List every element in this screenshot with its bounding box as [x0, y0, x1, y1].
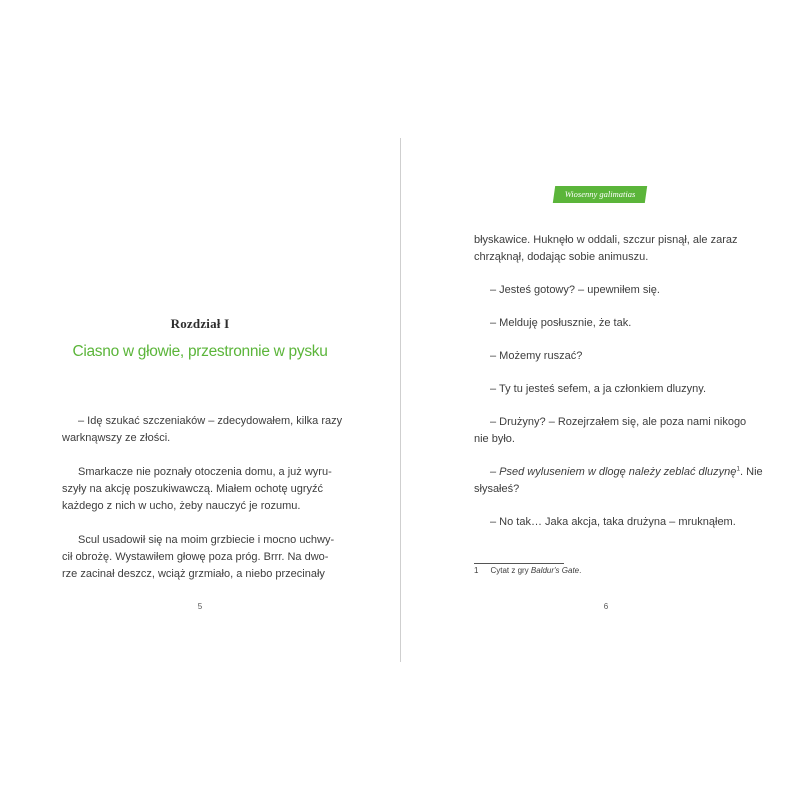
chapter-title: Ciasno w głowie, przestronnie w pysku	[72, 343, 328, 360]
text-line: Scul usadowił się na moim grzbiecie i mocno uchwy-	[78, 534, 335, 546]
text-line: – No tak… Jaka akcja, taka drużyna – mruknąłem.	[490, 516, 736, 528]
text-line: nie było.	[474, 433, 515, 445]
text-line: słysałeś?	[474, 483, 520, 495]
text-line: błyskawice. Huknęło w oddali, szczur pisnął, ale zaraz	[474, 234, 738, 246]
text-line: warknąwszy ze złości.	[62, 432, 171, 444]
italic-quote: – Psed wyluseniem w dlogę należy zeblać dluzynę	[490, 466, 737, 478]
text-line: – Drużyny? – Rozejrzałem się, ale poza nami nikogo	[490, 416, 747, 428]
text-line: – Ty tu jesteś sefem, a ja członkiem dluzyny.	[490, 383, 707, 395]
quote-after: . Nie	[740, 466, 763, 478]
text-line: rze zacinał deszcz, wciąż grzmiało, a niebo przecinały	[62, 568, 325, 580]
text-line: każdego z nich w ucho, żeby nauczyć je rozumu.	[62, 500, 301, 512]
footnote-end: .	[579, 566, 582, 575]
page-number: 6	[603, 602, 609, 611]
paragraph	[474, 348, 750, 365]
text-line: Smarkacze nie poznały otoczenia domu, a już wyru-	[78, 466, 332, 478]
gutter-line	[400, 138, 401, 662]
text-line: – Melduję posłusznie, że tak.	[490, 317, 632, 329]
footnote-number: 1	[474, 566, 479, 575]
running-head-banner	[553, 186, 647, 203]
footnote-ref: 1	[736, 465, 741, 473]
paragraph	[62, 464, 338, 515]
text-line	[474, 464, 763, 481]
text-line: – Jesteś gotowy? – upewniłem się.	[490, 284, 660, 296]
paragraph	[474, 514, 750, 531]
paragraph	[62, 413, 343, 447]
left-page	[62, 0, 343, 800]
right-page	[474, 0, 763, 800]
text-line: – Możemy ruszać?	[490, 350, 583, 362]
footnote-rule	[474, 563, 564, 564]
text-line: – Idę szukać szczeniaków – zdecydowałem, kilka razy	[78, 415, 343, 427]
footnote-text: Cytat z gry	[490, 566, 531, 575]
footnote-title: Baldur's Gate	[530, 566, 580, 575]
text-line: cił obrożę. Wystawiłem głowę poza próg. Brrr. Na dwo-	[62, 551, 329, 563]
footnote	[474, 566, 581, 575]
paragraph	[474, 232, 750, 266]
running-head-text: Wiosenny galimatias	[564, 189, 636, 199]
page-number: 5	[197, 602, 203, 611]
paragraph	[474, 414, 750, 448]
paragraph	[474, 315, 750, 332]
text-line: chrząknął, dodając sobie animuszu.	[474, 251, 649, 263]
quote-paragraph	[474, 464, 763, 498]
paragraph	[474, 282, 750, 299]
text-line: szyły na akcję poszukiwawczą. Miałem ochotę ugryźć	[62, 483, 324, 495]
paragraph	[474, 381, 750, 398]
chapter-label: Rozdział I	[170, 316, 230, 331]
paragraph	[62, 532, 338, 583]
